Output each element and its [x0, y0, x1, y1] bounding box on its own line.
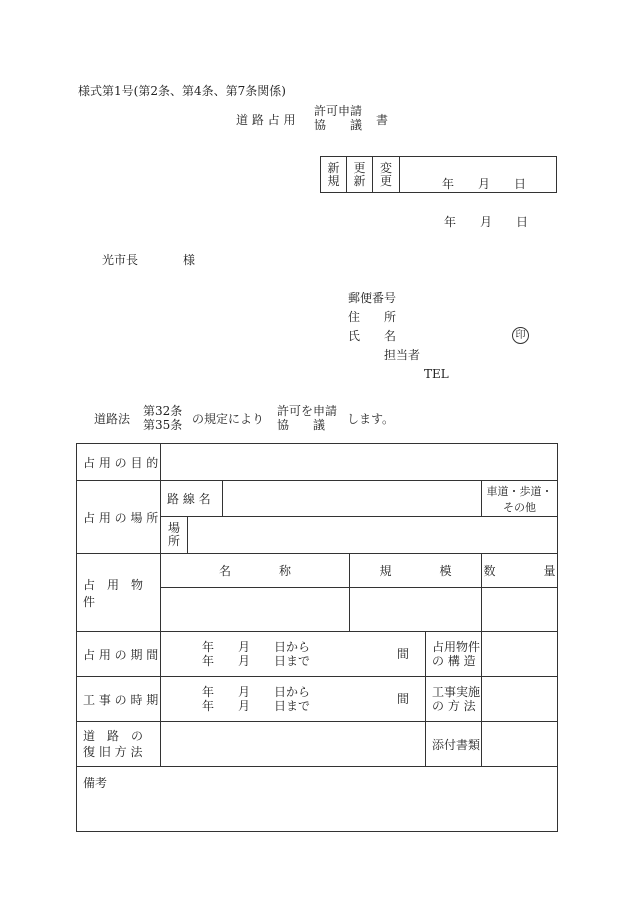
article-32: 第32条: [143, 404, 183, 418]
work-period-until: 年 月 日まで: [202, 699, 311, 713]
method-label: 工事実施 の 方 法: [426, 677, 482, 722]
route-name-input[interactable]: [223, 481, 482, 517]
purpose-row: [77, 444, 558, 481]
remarks-cell[interactable]: [77, 767, 558, 832]
route-name-label: 路 線 名: [161, 481, 223, 517]
work-period-label: 工 事 の 時 期: [77, 677, 161, 722]
column-quantity-header: 数 量: [482, 554, 558, 588]
work-period-suffix: 間: [396, 692, 409, 706]
object-header-row: [77, 554, 558, 588]
purpose-label: 占 用 の 目 的: [77, 444, 161, 481]
title-end: 書: [376, 113, 389, 127]
period-input[interactable]: [161, 632, 426, 677]
method-input[interactable]: [482, 677, 558, 722]
address-label: 住 所: [348, 310, 397, 324]
type-change-cell[interactable]: 変 更: [373, 157, 400, 193]
column-scale-header: 規 模: [350, 554, 482, 588]
period-from: 年 月 日から: [202, 640, 311, 654]
title-option-consult: 協 議: [314, 118, 363, 132]
place-input[interactable]: [188, 517, 558, 554]
article-35: 第35条: [143, 418, 183, 432]
object-name-input[interactable]: [161, 588, 350, 632]
structure-input[interactable]: [482, 632, 558, 677]
work-period-input[interactable]: [161, 677, 426, 722]
name-label: 氏 名: [348, 329, 397, 343]
addressee-name: 光市長: [102, 253, 139, 267]
object-quantity-input[interactable]: [482, 588, 558, 632]
contact-person-label: 担当者: [384, 348, 421, 362]
statement-option-permit: 許可を申請: [277, 404, 338, 418]
remarks-label: 備考: [83, 776, 108, 790]
application-table: [76, 443, 558, 832]
object-scale-input[interactable]: [350, 588, 482, 632]
attachments-label: 添付書類: [426, 722, 482, 767]
statement-articles: [143, 404, 182, 432]
tel-label: TEL: [424, 367, 449, 381]
road-type-options[interactable]: 車道・歩道・その他: [482, 481, 558, 517]
period-suffix: 間: [396, 647, 409, 661]
restoration-input[interactable]: [161, 722, 426, 767]
statement-end: します。: [347, 412, 395, 426]
submission-month: 月: [480, 215, 493, 229]
restoration-label: 道 路 の 復 旧 方 法: [77, 722, 161, 767]
statement-law: 道路法: [94, 412, 131, 426]
statement-option-consult: 協 議: [277, 418, 326, 432]
submission-year: 年: [444, 215, 457, 229]
attachments-input[interactable]: [482, 722, 558, 767]
type-new-cell[interactable]: 新 規: [321, 157, 347, 193]
period-label: 占 用 の 期 間: [77, 632, 161, 677]
type-date-day: 日: [514, 177, 527, 191]
purpose-input[interactable]: [161, 444, 558, 481]
title-options: [314, 104, 362, 132]
structure-label: 占用物件 の 構 造: [426, 632, 482, 677]
type-renew-cell[interactable]: 更 新: [347, 157, 373, 193]
postal-code-label: 郵便番号: [348, 291, 397, 305]
remarks-row: [77, 767, 558, 832]
application-type-box: [320, 156, 557, 193]
place-label: 場 所: [161, 517, 188, 554]
addressee-honorific: 様: [183, 253, 196, 267]
period-until: 年 月 日まで: [202, 654, 311, 668]
column-name-header: 名 称: [161, 554, 350, 588]
seal-icon: 印: [512, 327, 529, 344]
title-option-permit: 許可申請: [314, 104, 363, 118]
location-label: 占 用 の 場 所: [77, 481, 161, 554]
title-main: 道 路 占 用: [236, 113, 296, 127]
period-row: [77, 632, 558, 677]
work-period-row: [77, 677, 558, 722]
route-row: [77, 481, 558, 517]
type-date-cell[interactable]: [400, 157, 557, 193]
type-date-month: 月: [478, 177, 491, 191]
statement-middle: の規定により: [192, 412, 265, 426]
type-date-year: 年: [442, 177, 455, 191]
form-number: 様式第1号(第2条、第4条、第7条関係): [78, 84, 286, 98]
submission-day: 日: [516, 215, 529, 229]
restoration-row: [77, 722, 558, 767]
statement-options: [277, 404, 337, 432]
object-label: 占 用 物 件: [77, 554, 161, 632]
work-period-from: 年 月 日から: [202, 685, 311, 699]
